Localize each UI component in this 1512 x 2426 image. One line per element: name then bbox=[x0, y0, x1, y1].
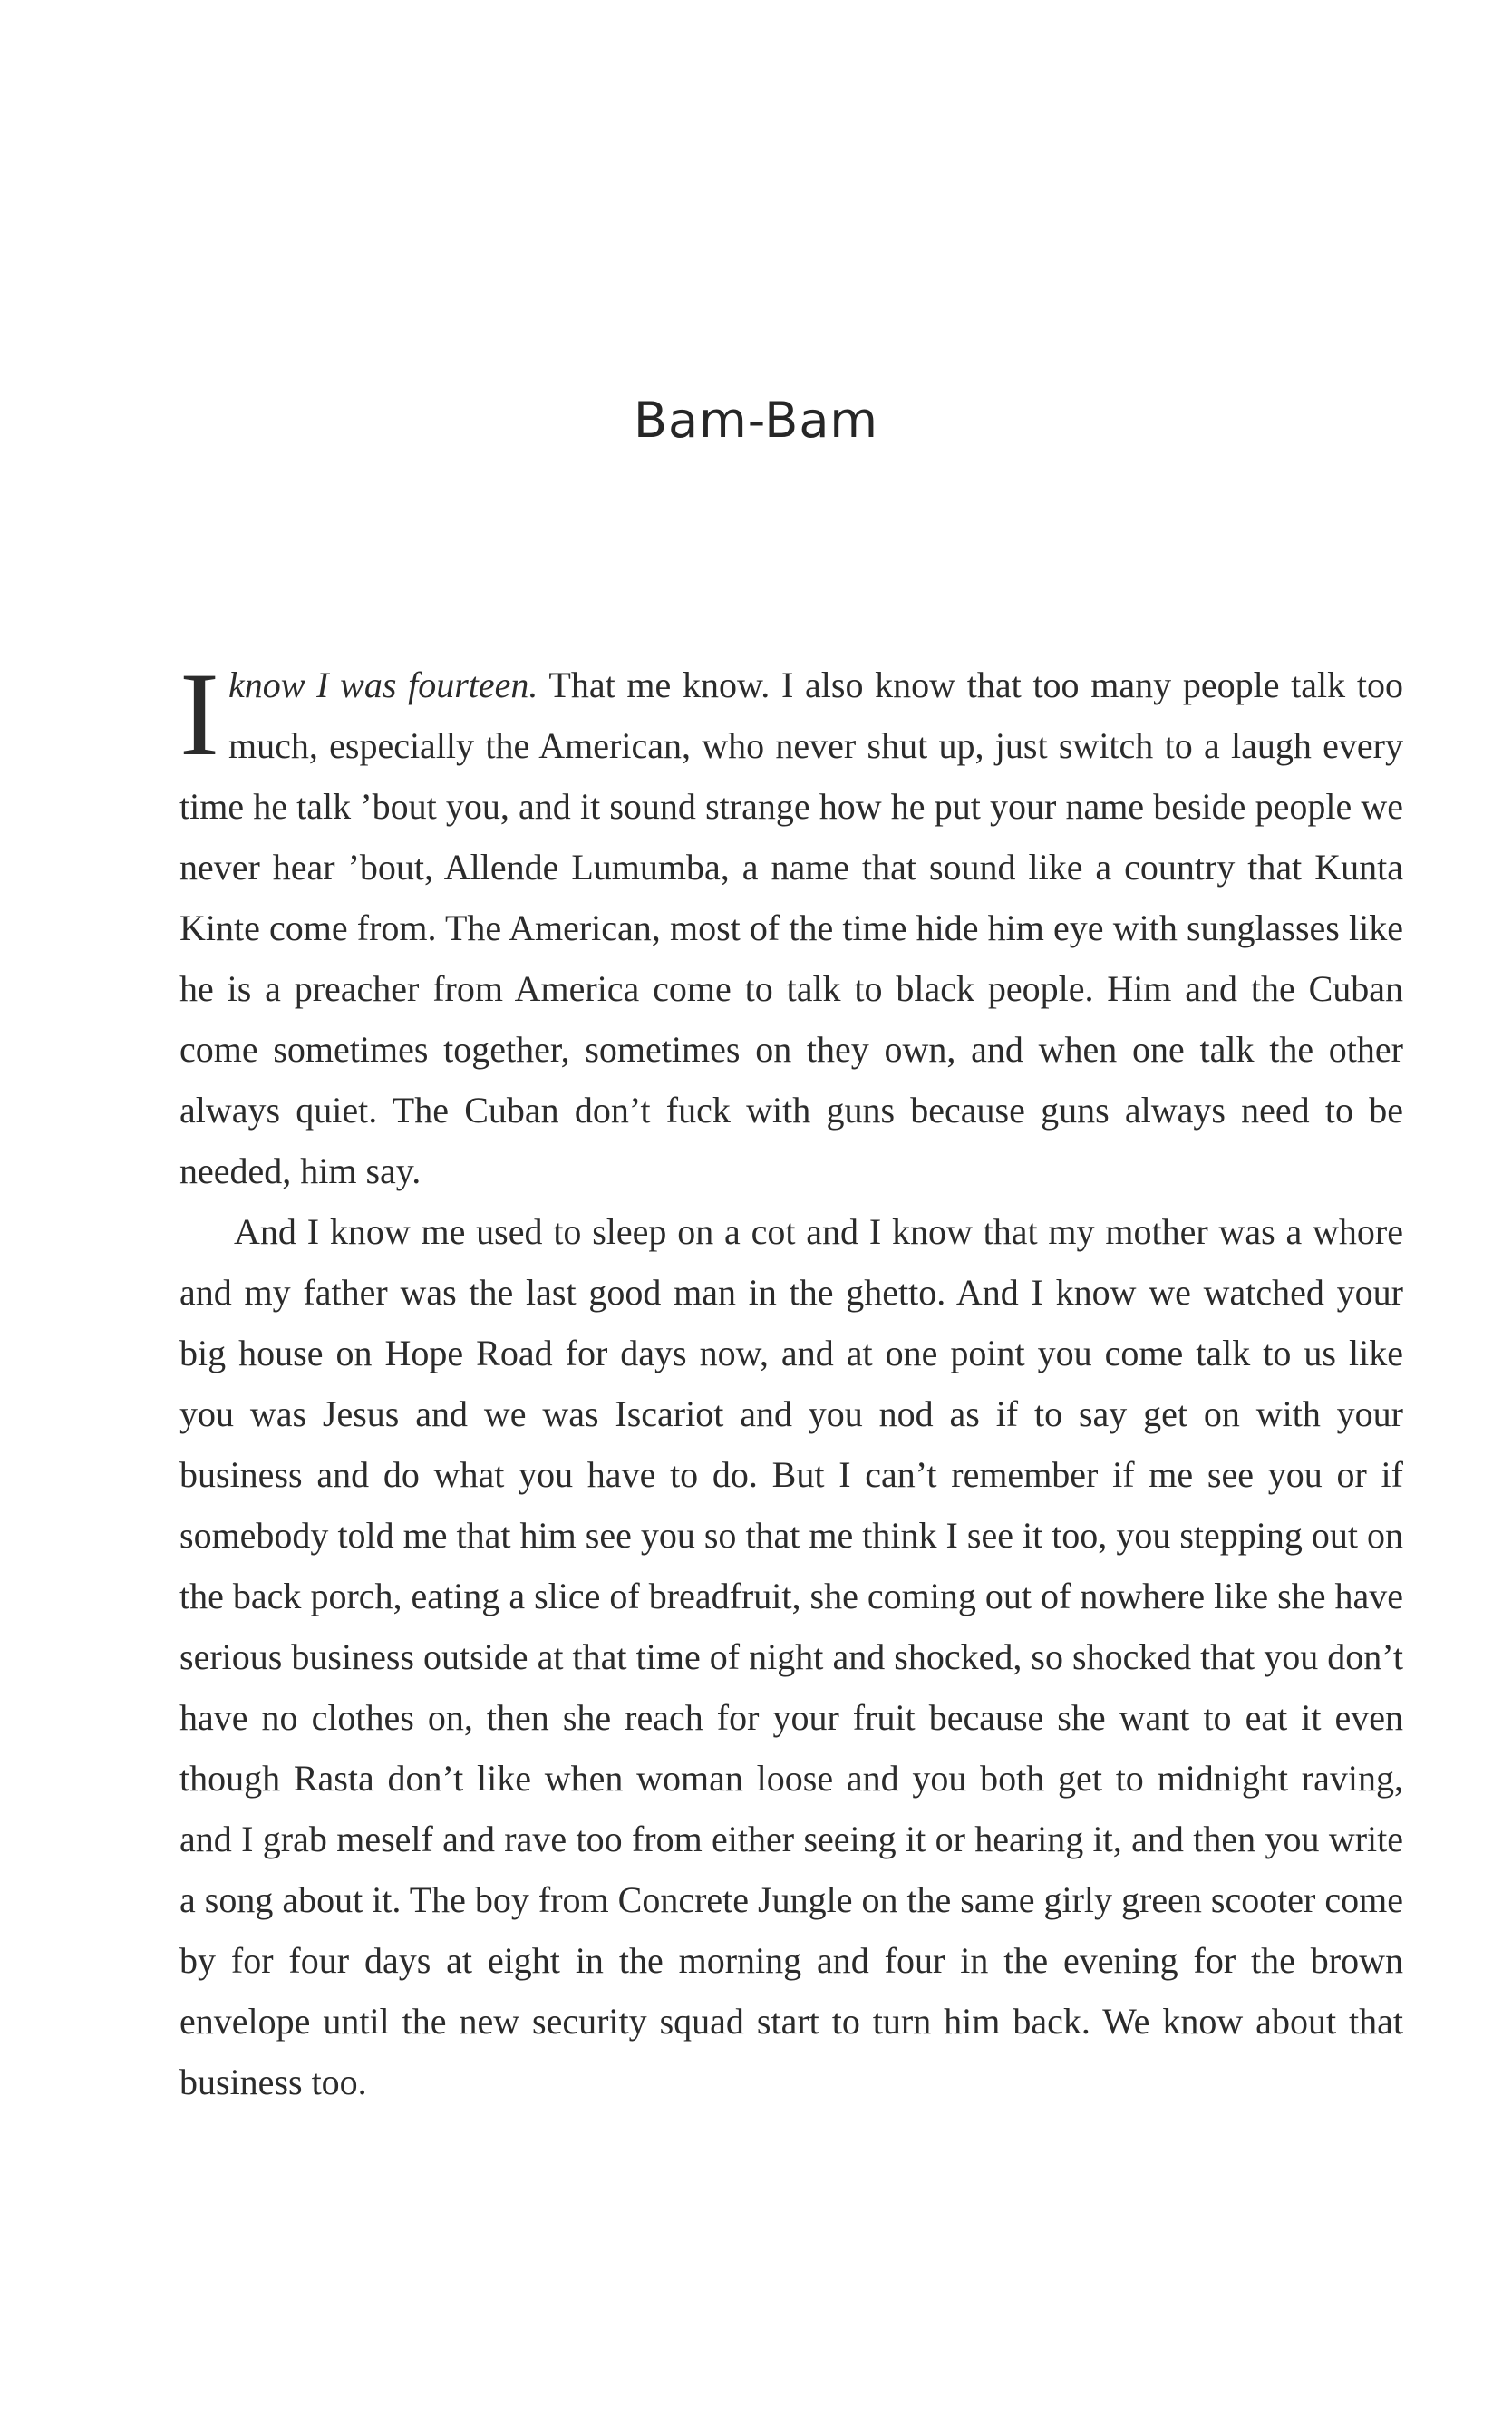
paragraph-1 bbox=[179, 647, 1403, 1201]
paragraph-1-text: That me know. I also know that too many people talk too much, especially the American, who never shut up, just switch to a laugh every time he talk ’bout you, and it sound strange how he put your name beside people we never hear ’bout, Allende Lumumba, a name that sound like a country that Kunta Kinte come from. The American, most of the time hide him eye with sunglasses like he is a preacher from America come to talk to black people. Him and the Cuban come sometimes together, sometimes on they own, and when one talk the other always quiet. The Cuban don’t fuck with guns because guns always need to be needed, him say. bbox=[179, 665, 1403, 1191]
italic-lead: know I was fourteen. bbox=[228, 665, 538, 705]
paragraph-2: And I know me used to sleep on a cot and I know that my mother was a whore and my father was the last good man in the ghetto. And I know we watched your big house on Hope Road for days now, and at one point you come talk to us like you was Jesus and we was Iscariot and you nod as if to say get on with your business and do what you have to do. But I can’t remember if me see you or if somebody told me that him see you so that me think I see it too, you stepping out on the back porch, eating a slice of breadfruit, she coming out of nowhere like she have serious business outside at that time of night and shocked, so shocked that you don’t have no clothes on, then she reach for your fruit because she want to eat it even though Rasta don’t like when woman loose and you both get to midnight raving, and I grab meself and rave too from either seeing it or hearing it, and then you write a song about it. The boy from Concrete Jungle on the same girly green scooter come by for four days at eight in the morning and four in the evening for the brown envelope until the new security squad start to turn him back. We know about that business too. bbox=[179, 1211, 1403, 2102]
chapter-body bbox=[179, 647, 1403, 2112]
chapter-title: Bam-Bam bbox=[633, 392, 879, 449]
drop-cap: I bbox=[179, 647, 219, 781]
